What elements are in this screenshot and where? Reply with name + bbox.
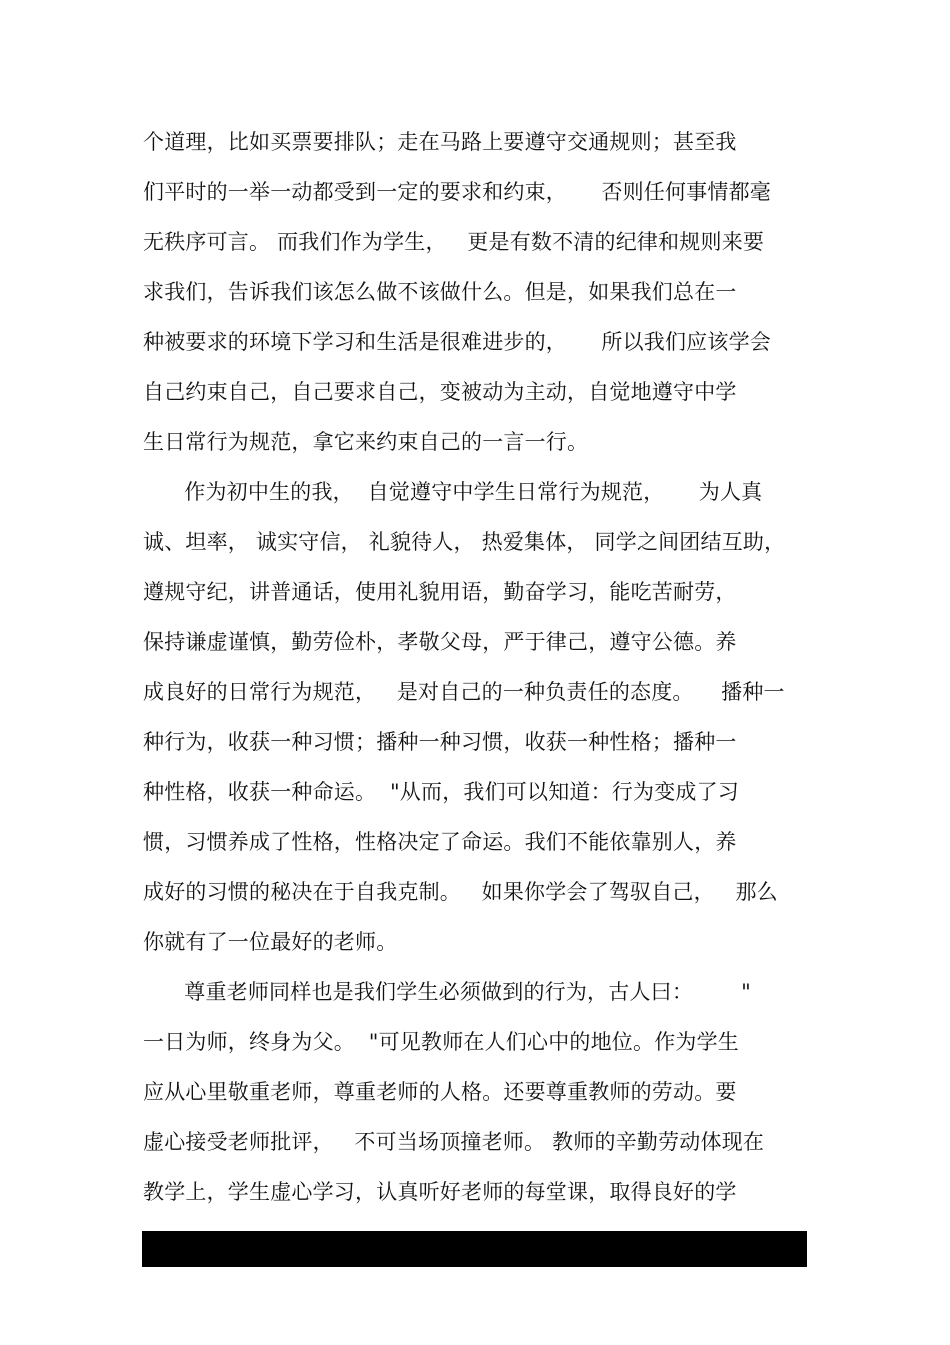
text-line: 教学上，学生虚心学习，认真听好老师的每堂课，取得良好的学: [143, 1180, 737, 1204]
text-line: 成良好的日常行为规范， 是对自己的一种负责任的态度。 播种一: [143, 680, 785, 704]
text-line: 生日常行为规范，拿它来约束自己的一言一行。: [143, 430, 589, 454]
text-line: 无秩序可言。 而我们作为学生， 更是有数不清的纪律和规则来要: [143, 230, 765, 254]
text-line: 种行为，收获一种习惯；播种一种习惯，收获一种性格；播种一: [143, 730, 737, 754]
text-line: 种性格，收获一种命运。 "从而，我们可以知道：行为变成了习: [143, 780, 740, 804]
text-line: 一日为师，终身为父。 "可见教师在人们心中的地位。作为学生: [143, 1030, 740, 1054]
text-line: 自己约束自己，自己要求自己，变被动为主动，自觉地遵守中学: [143, 380, 737, 404]
text-line: 遵规守纪，讲普通话，使用礼貌用语，勤奋学习，能吃苦耐劳，: [143, 580, 737, 604]
text-line: 虚心接受老师批评， 不可当场顶撞老师。 教师的辛勤劳动体现在: [143, 1130, 765, 1154]
text-line: 保持谦虚谨慎，勤劳俭朴，孝敬父母，严于律己，遵守公德。养: [143, 630, 737, 654]
text-line: 种被要求的环境下学习和生活是很难进步的， 所以我们应该学会: [143, 330, 771, 354]
paragraph-start-line: 尊重老师同样也是我们学生必须做到的行为，古人曰： ": [143, 980, 752, 1004]
text-line: 诚、坦率， 诚实守信， 礼貌待人， 热爱集体， 同学之间团结互助，: [143, 530, 786, 554]
text-line: 求我们，告诉我们该怎么做不该做什么。但是，如果我们总在一: [143, 280, 737, 304]
text-line: 你就有了一位最好的老师。: [143, 930, 398, 954]
text-line: 惯，习惯养成了性格，性格决定了命运。我们不能依靠别人，养: [143, 830, 737, 854]
paragraph-start-line: 作为初中生的我， 自觉遵守中学生日常行为规范， 为人真: [143, 480, 763, 504]
text-line: 应从心里敬重老师，尊重老师的人格。还要尊重教师的劳动。要: [143, 1080, 737, 1104]
text-line: 个道理，比如买票要排队；走在马路上要遵守交通规则；甚至我: [143, 130, 737, 154]
text-line: 们平时的一举一动都受到一定的要求和约束， 否则任何事情都毫: [143, 180, 771, 204]
text-line: 成好的习惯的秘决在于自我克制。 如果你学会了驾驭自己， 那么: [143, 880, 778, 904]
footer-black-bar: [142, 1231, 807, 1267]
